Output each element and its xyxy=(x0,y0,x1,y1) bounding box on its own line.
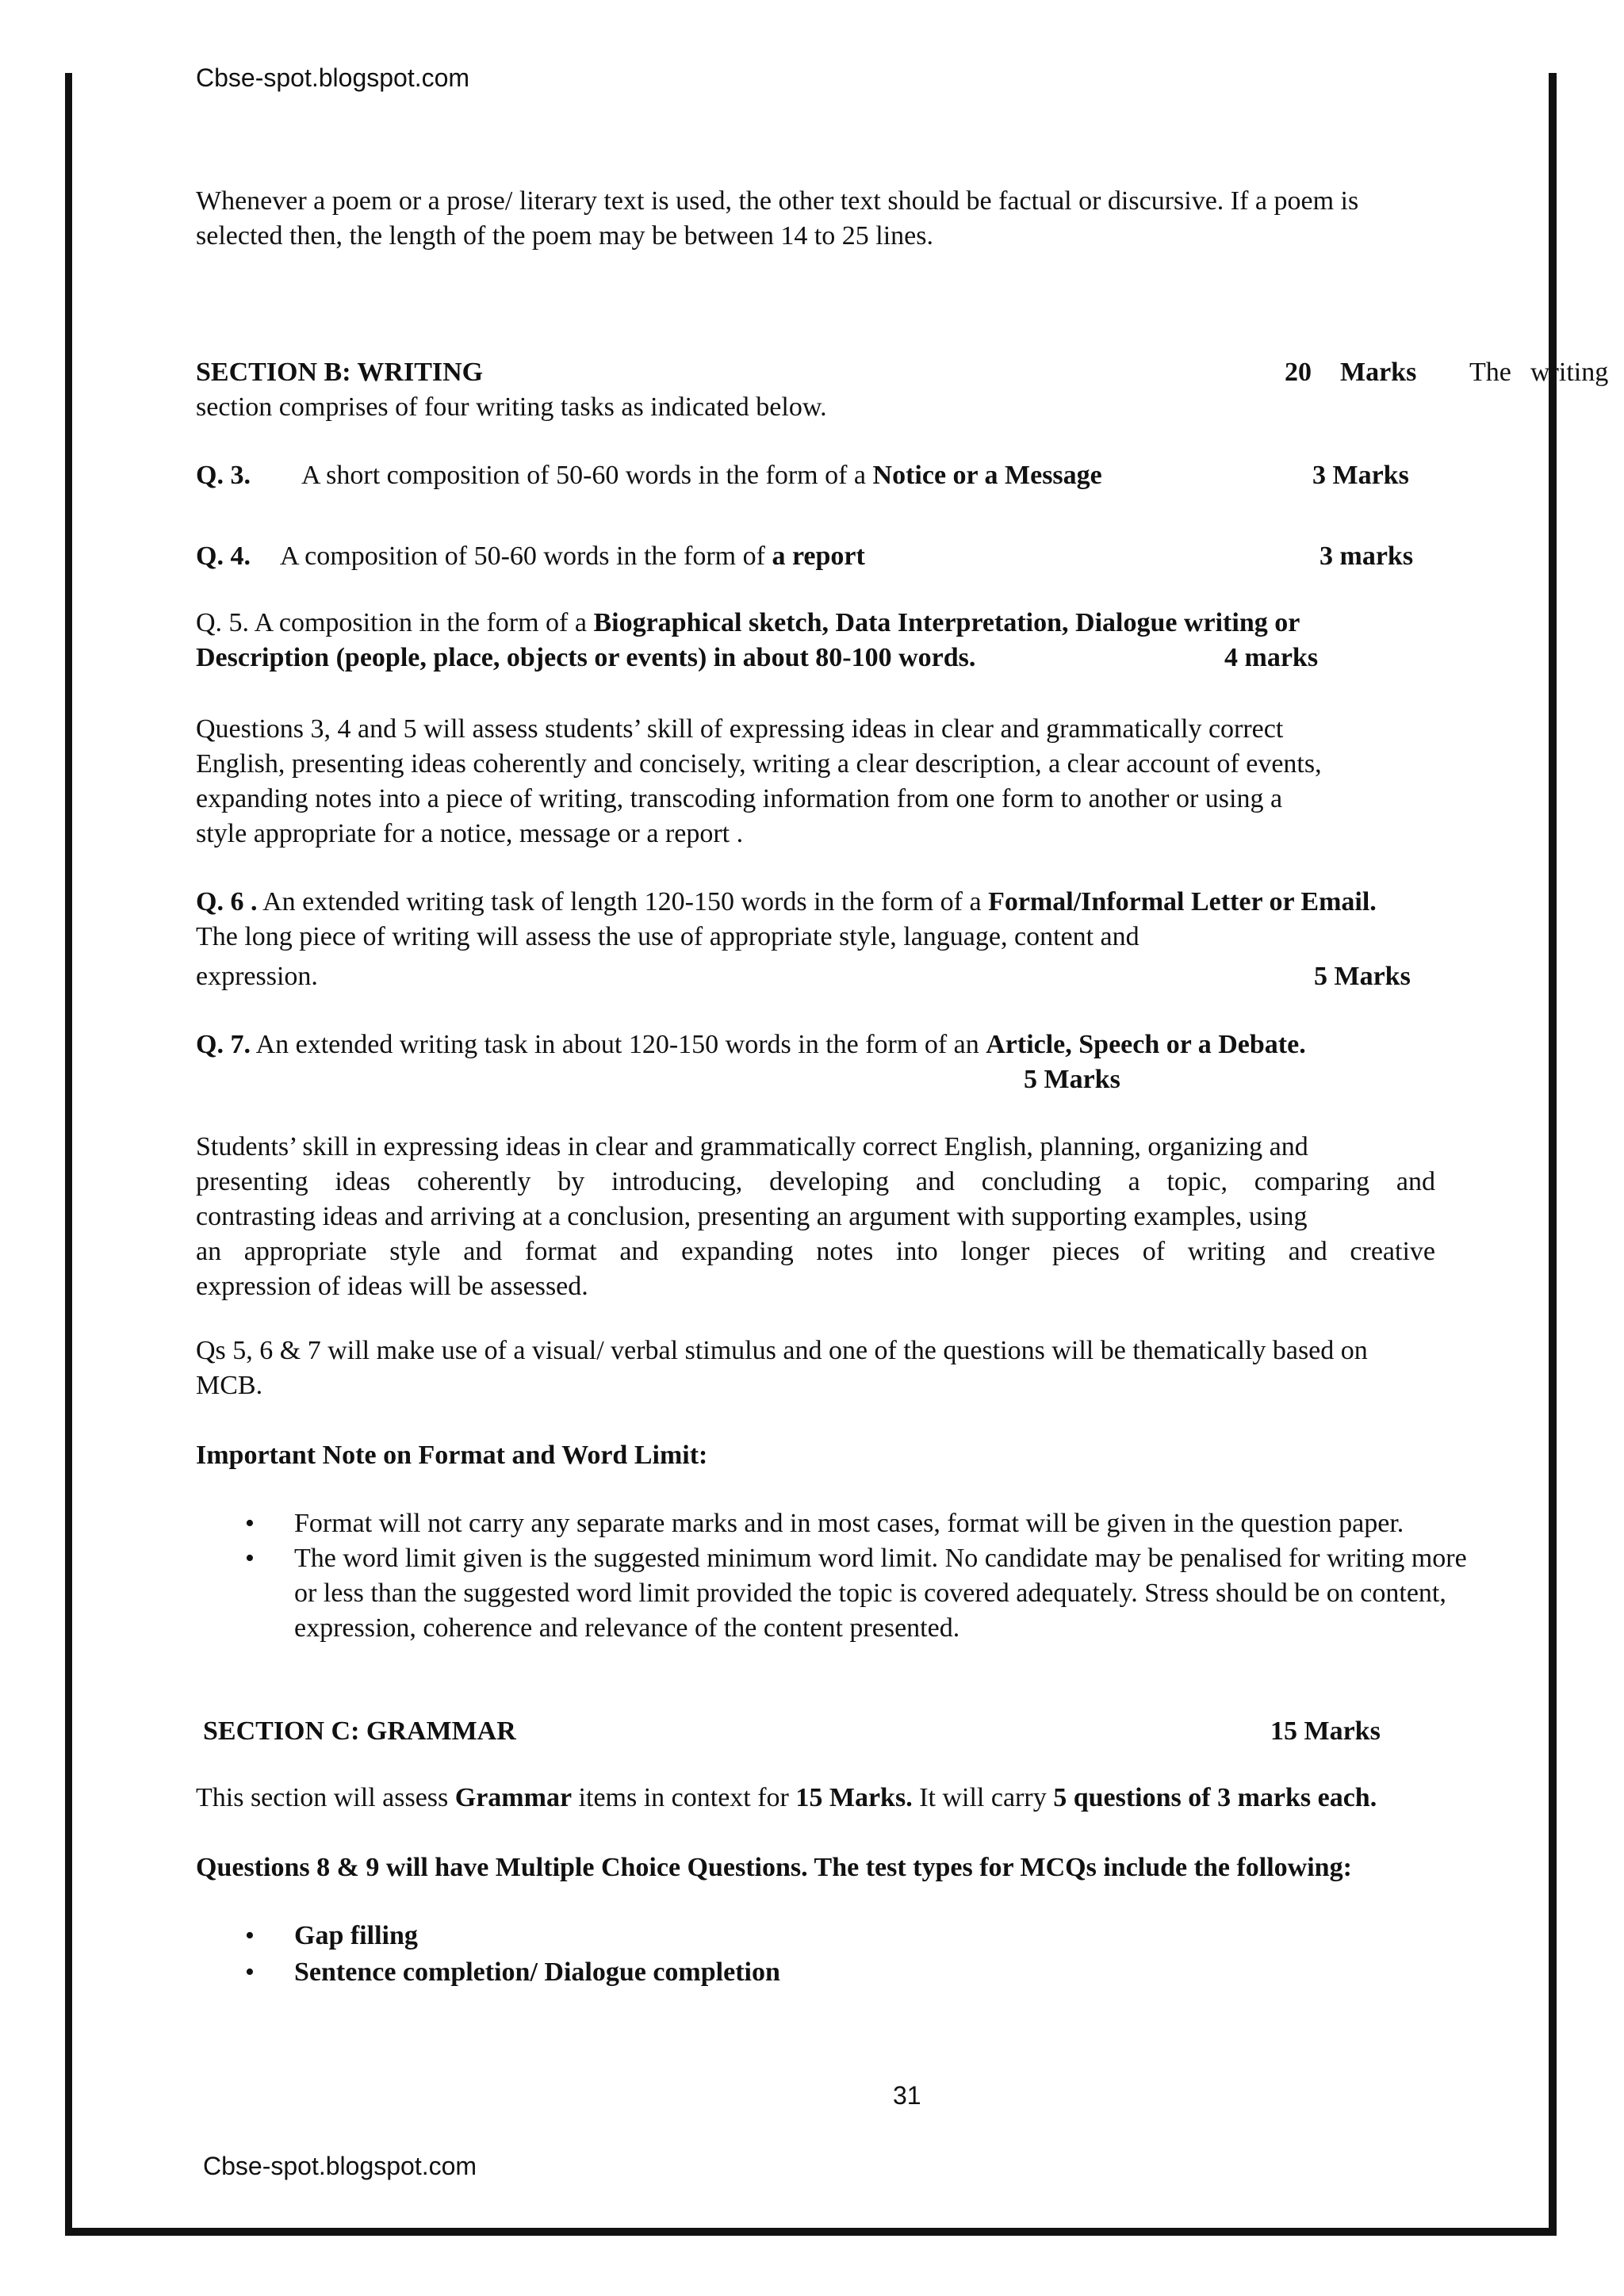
q5-line-1: Q. 5. A composition in the form of a Biographical sketch, Data Interpretation, Dialogue writing or xyxy=(196,608,1300,637)
q5-marks: 4 marks xyxy=(1224,643,1319,672)
page-number: 31 xyxy=(893,2081,921,2110)
q6-line-2: The long piece of writing will assess the use of appropriate style, language, content and xyxy=(196,922,1139,951)
section-b-title: SECTION B: WRITING xyxy=(196,358,484,387)
bullet-icon: • xyxy=(245,1544,255,1573)
section-c-title: SECTION C: GRAMMAR xyxy=(203,1716,516,1746)
section-b-description: section comprises of four writing tasks as indicated below. xyxy=(196,392,827,422)
bullet-icon: • xyxy=(245,1921,255,1950)
section-b-trailing-writing: writing xyxy=(1530,358,1609,387)
q6-line-1: Q. 6 . An extended writing task of length 120-150 words in the form of a Formal/Informal Letter or Email. xyxy=(196,887,1377,916)
q7-marks: 5 Marks xyxy=(1024,1065,1120,1094)
page-border-right xyxy=(1549,73,1557,2236)
bullet-icon: • xyxy=(245,1509,255,1538)
q7-line-1: Q. 7. An extended writing task in about 120-150 words in the form of an Article, Speech or a Debate. xyxy=(196,1030,1306,1059)
q4-number: Q. 4. xyxy=(196,541,251,571)
bullet-icon: • xyxy=(245,1957,255,1987)
q4-text: A composition of 50-60 words in the form of a report xyxy=(280,541,865,571)
section-b-marks: 20 xyxy=(1285,358,1312,387)
intro-line-1: Whenever a poem or a prose/ literary text is used, the other text should be factual or discursive. If a poem is xyxy=(196,186,1359,216)
intro-paragraph xyxy=(196,184,1528,254)
q5-line-2: Description (people, place, objects or events) in about 80-100 words. xyxy=(196,643,976,672)
q6-line-3: expression. xyxy=(196,962,318,991)
q3-marks: 3 Marks xyxy=(1312,461,1409,490)
intro-line-2: selected then, the length of the poem may be between 14 to 25 lines. xyxy=(196,221,934,251)
section-c-marks: 15 Marks xyxy=(1270,1716,1381,1746)
stimulus-paragraph: Qs 5, 6 & 7 will make use of a visual/ verbal stimulus and one of the questions will be thematically based on MCB. xyxy=(196,1336,1368,1400)
q6-marks: 5 Marks xyxy=(1314,962,1411,991)
skills-paragraph: Students’ skill in expressing ideas in clear and grammatically correct English, planning, organizing and presenting ideas coherently by introducing, developing and concluding a topic, comparing and contrasting ideas and arriving at a conclusion, presenting an argument with supporting examples, using an appropriate style and format and expanding notes into longer pieces of writing and creative expression of ideas will be assessed. xyxy=(196,1132,1435,1301)
section-b-marks-word: Marks xyxy=(1340,358,1417,387)
section-c-paragraph-1: This section will assess Grammar items in context for 15 Marks. It will carry 5 questions of 3 marks each. xyxy=(196,1783,1377,1812)
section-b-trailing-the: The xyxy=(1469,358,1511,387)
page-border-left xyxy=(65,73,72,2236)
page-border-bottom xyxy=(65,2228,1557,2236)
q3-text: A short composition of 50-60 words in the form of a Notice or a Message xyxy=(301,461,1102,490)
q4-marks: 3 marks xyxy=(1320,541,1414,571)
footer-site: Cbse-spot.blogspot.com xyxy=(203,2152,477,2180)
q3-number: Q. 3. xyxy=(196,461,251,490)
assessment-paragraph-345: Questions 3, 4 and 5 will assess students’ skill of expressing ideas in clear and grammatically correct English, presenting ideas coherently and concisely, writing a clear description, a clear account of events, expanding notes into a piece of writing, transcoding information from one form to another or using a style appropriate for a notice, message or a report . xyxy=(196,714,1322,848)
section-c-paragraph-2: Questions 8 & 9 will have Multiple Choice Questions. The test types for MCQs include the following: xyxy=(196,1853,1352,1882)
header-site: Cbse-spot.blogspot.com xyxy=(196,63,470,92)
important-note-title: Important Note on Format and Word Limit: xyxy=(196,1441,708,1470)
